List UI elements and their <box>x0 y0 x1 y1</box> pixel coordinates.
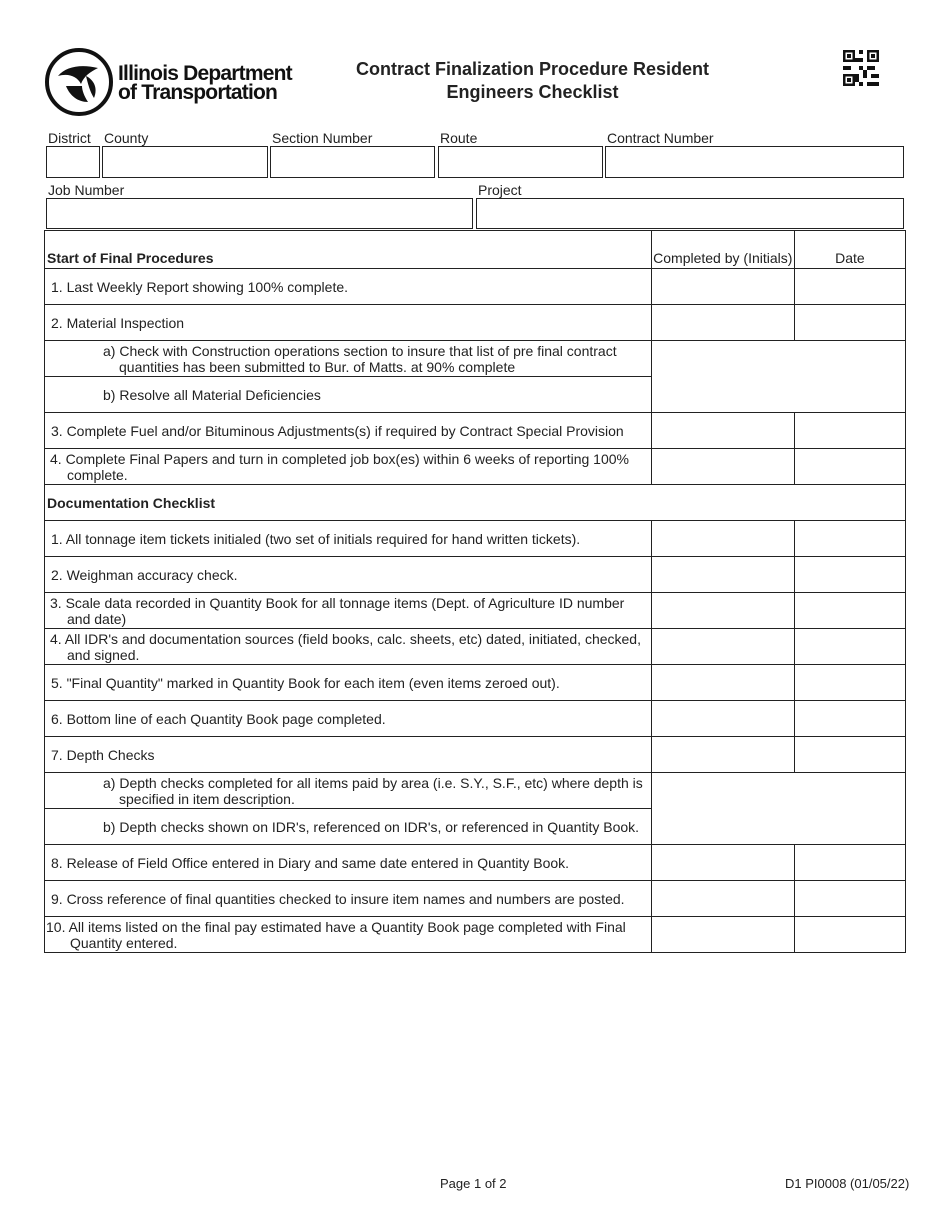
table-row <box>45 557 906 593</box>
district-label: District <box>48 130 91 146</box>
project-field[interactable] <box>476 198 904 229</box>
form-code: D1 PI0008 (01/05/22) <box>785 1176 910 1191</box>
table-row <box>45 881 906 917</box>
item-text: 4. All IDR's and documentation sources (field books, calc. sheets, etc) dated, initiated, checked, and signed. <box>45 629 652 665</box>
date-cell[interactable] <box>794 917 905 953</box>
item-text: 5. "Final Quantity" marked in Quantity Book for each item (even items zeroed out). <box>45 665 652 701</box>
date-cell[interactable] <box>794 413 905 449</box>
item-text: 9. Cross reference of final quantities checked to insure item names and numbers are posted. <box>45 881 652 917</box>
initials-cell[interactable] <box>651 737 794 773</box>
item-text: 3. Scale data recorded in Quantity Book for all tonnage items (Dept. of Agriculture ID number and date) <box>45 593 652 629</box>
date-cell[interactable] <box>794 881 905 917</box>
project-label: Project <box>478 182 522 198</box>
item-text: 2. Weighman accuracy check. <box>45 557 652 593</box>
sub-item-text <box>45 341 652 377</box>
date-cell[interactable] <box>794 521 905 557</box>
initials-cell[interactable] <box>651 413 794 449</box>
county-label: County <box>104 130 149 146</box>
form-title <box>315 58 750 104</box>
contract-number-label: Contract Number <box>607 130 714 146</box>
date-cell[interactable] <box>794 557 905 593</box>
table-row <box>45 845 906 881</box>
initials-cell[interactable] <box>651 665 794 701</box>
table-row <box>45 737 906 773</box>
date-cell[interactable] <box>794 701 905 737</box>
initials-cell[interactable] <box>651 269 794 305</box>
initials-cell[interactable] <box>651 629 794 665</box>
sub-item-text: b) Depth checks shown on IDR's, referenced on IDR's, or referenced in Quantity Book. <box>45 809 652 845</box>
table-row <box>45 629 906 665</box>
agency-name-line2: of Transportation <box>118 81 278 104</box>
date-cell[interactable] <box>794 665 905 701</box>
date-cell[interactable] <box>794 269 905 305</box>
section-title-documentation: Documentation Checklist <box>45 485 906 521</box>
date-cell[interactable] <box>794 593 905 629</box>
item-text: 6. Bottom line of each Quantity Book page completed. <box>45 701 652 737</box>
table-row <box>45 665 906 701</box>
merged-blank-cell <box>651 341 905 413</box>
table-row <box>45 593 906 629</box>
initials-cell[interactable] <box>651 881 794 917</box>
sub-item-label: a) Depth checks completed for all items paid by area (i.e. S.Y., S.F., etc) where depth is specified in item description. <box>103 774 643 807</box>
route-label: Route <box>440 130 478 146</box>
table-row <box>45 449 906 485</box>
date-header: Date <box>794 231 905 269</box>
table-row <box>45 269 906 305</box>
item-text: 3. Complete Fuel and/or Bituminous Adjustments(s) if required by Contract Special Provision <box>45 413 652 449</box>
initials-cell[interactable] <box>651 521 794 557</box>
initials-cell[interactable] <box>651 593 794 629</box>
section-number-label: Section Number <box>272 130 373 146</box>
route-field[interactable] <box>438 146 603 178</box>
table-row <box>45 341 906 377</box>
date-cell[interactable] <box>794 845 905 881</box>
contract-number-field[interactable] <box>605 146 904 178</box>
date-cell[interactable] <box>794 737 905 773</box>
agency-name <box>118 64 292 102</box>
district-field[interactable] <box>46 146 100 178</box>
item-text: 10. All items listed on the final pay estimated have a Quantity Book page completed with Final Quantity entered. <box>45 917 652 953</box>
date-cell[interactable] <box>794 305 905 341</box>
item-text: 2. Material Inspection <box>45 305 652 341</box>
date-cell[interactable] <box>794 629 905 665</box>
sub-item-label: a) Check with Construction operations section to insure that list of pre final contract quantities has been submitted to Bur. of Matts. at 90% complete <box>103 342 617 375</box>
item-text: 7. Depth Checks <box>45 737 652 773</box>
item-text: 1. All tonnage item tickets initialed (two set of initials required for hand written tickets). <box>45 521 652 557</box>
section-number-field[interactable] <box>270 146 435 178</box>
table-row <box>45 917 906 953</box>
section-row <box>45 485 906 521</box>
item-text: 8. Release of Field Office entered in Diary and same date entered in Quantity Book. <box>45 845 652 881</box>
county-field[interactable] <box>102 146 268 178</box>
table-row <box>45 773 906 809</box>
initials-cell[interactable] <box>651 845 794 881</box>
qr-code-icon <box>843 50 879 86</box>
job-number-label: Job Number <box>48 182 125 198</box>
idot-emblem-icon <box>44 46 116 118</box>
form-title-line1: Contract Finalization Procedure Resident <box>355 59 710 79</box>
table-row <box>45 701 906 737</box>
sub-item-text <box>45 773 652 809</box>
initials-cell[interactable] <box>651 449 794 485</box>
merged-blank-cell <box>651 773 905 845</box>
date-cell[interactable] <box>794 449 905 485</box>
initials-cell[interactable] <box>651 305 794 341</box>
table-row <box>45 305 906 341</box>
checklist-table <box>44 230 906 953</box>
initials-cell[interactable] <box>651 557 794 593</box>
form-title-line2: Engineers Checklist <box>446 82 619 102</box>
table-row <box>45 413 906 449</box>
initials-cell[interactable] <box>651 701 794 737</box>
table-row <box>45 521 906 557</box>
completed-by-header: Completed by (Initials) <box>651 231 794 269</box>
page-number: Page 1 of 2 <box>440 1176 507 1191</box>
job-number-field[interactable] <box>46 198 473 229</box>
agency-name-line1: Illinois Department <box>118 62 292 85</box>
item-text: 4. Complete Final Papers and turn in completed job box(es) within 6 weeks of reporting 100% complete. <box>45 449 652 485</box>
item-text: 1. Last Weekly Report showing 100% complete. <box>45 269 652 305</box>
initials-cell[interactable] <box>651 917 794 953</box>
table-header-row <box>45 231 906 269</box>
sub-item-text: b) Resolve all Material Deficiencies <box>45 377 652 413</box>
section-title-final-procedures: Start of Final Procedures <box>45 231 652 269</box>
